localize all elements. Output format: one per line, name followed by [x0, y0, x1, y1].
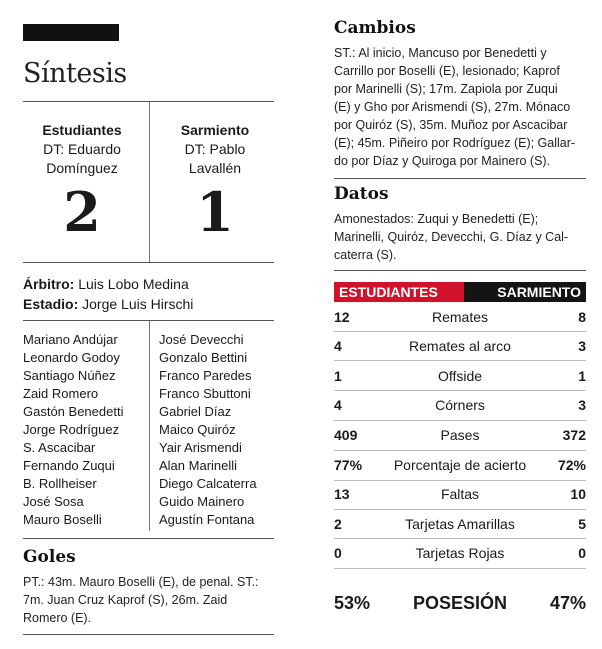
player: Zaid Romero [23, 386, 99, 401]
player: B. Rollheiser [23, 476, 97, 491]
cambios-line: Carrillo por Boselli (E), lesionado; Kaprof [334, 64, 560, 78]
player: Gastón Benedetti [23, 404, 124, 419]
home-team-block [23, 121, 141, 242]
divider [23, 262, 274, 263]
referee-line [23, 274, 193, 294]
goles-title: Goles [23, 547, 76, 567]
goles-line: PT.: 43m. Mauro Boselli (E), de penal. ST.: [23, 575, 259, 589]
player: Franco Sbuttoni [159, 386, 251, 401]
stadium-label: Estadio: [23, 296, 79, 312]
stadium-line [23, 294, 193, 314]
page-title: Síntesis [23, 58, 127, 89]
away-score: 1 [196, 180, 234, 244]
stat-away-value: 5 [578, 516, 586, 532]
stat-row [334, 390, 586, 420]
stat-home-value: 409 [334, 427, 358, 443]
stat-away-value: 3 [578, 338, 586, 354]
stat-label: Faltas [440, 486, 480, 502]
stat-away-value: 1 [578, 368, 586, 384]
player: Mauro Boselli [23, 512, 102, 527]
stat-away-value: 10 [570, 486, 586, 502]
cambios-text [334, 44, 575, 170]
stat-label: Tarjetas Rojas [415, 545, 505, 561]
stat-label: Tarjetas Amarillas [405, 516, 515, 532]
referee-label: Árbitro: [23, 276, 75, 292]
posesion-away: 47% [549, 592, 586, 613]
home-score: 2 [63, 180, 101, 244]
stat-home-value: 77% [334, 457, 363, 473]
stat-label: Córners [435, 397, 485, 413]
away-lineup [159, 331, 257, 529]
player: Gabriel Díaz [159, 404, 232, 419]
datos-text [334, 210, 568, 264]
stat-label: Remates al arco [409, 338, 511, 354]
goles-line: Romero (E). [23, 611, 92, 625]
player: S. Ascacibar [23, 440, 96, 455]
divider [23, 538, 274, 539]
home-coach-prefix: DT: Eduardo [43, 141, 121, 157]
away-coach-prefix: DT: Pablo [184, 141, 246, 157]
divider [334, 270, 586, 271]
home-lineup [23, 331, 123, 529]
stadium-value: Jorge Luis Hirschi [82, 296, 194, 312]
cambios-line: do por Díaz y Quiroga por Mainero (S). [334, 154, 551, 168]
cambios-line: (E) y Gho por Arismendi (S), 27m. Mónaco [334, 100, 571, 114]
officials [23, 274, 193, 314]
stat-row [334, 509, 586, 539]
stats-home-label: ESTUDIANTES [334, 282, 464, 302]
datos-line: Amonestados: Zuqui y Benedetti (E); [334, 212, 539, 226]
player: Leonardo Godoy [23, 350, 120, 365]
stat-away-value: 372 [562, 427, 586, 443]
stat-label: Pases [440, 427, 480, 443]
divider [149, 321, 150, 531]
player: Franco Paredes [159, 368, 252, 383]
player: Gonzalo Bettini [159, 350, 248, 365]
stat-home-value: 2 [334, 516, 342, 532]
stat-home-value: 12 [334, 309, 350, 325]
stat-row [334, 331, 586, 361]
player: Diego Calcaterra [159, 476, 257, 491]
divider [23, 634, 274, 635]
player: Santiago Núñez [23, 368, 116, 383]
stat-home-value: 4 [334, 397, 342, 413]
stat-away-value: 8 [578, 309, 586, 325]
away-team-name: Sarmiento [180, 122, 250, 138]
player: José Devecchi [159, 332, 244, 347]
cambios-title: Cambios [334, 18, 416, 38]
stat-row [334, 450, 586, 480]
player: José Sosa [23, 494, 84, 509]
player: Alan Marinelli [159, 458, 238, 473]
posesion-row [334, 588, 586, 618]
player: Maico Quiróz [159, 422, 236, 437]
stat-away-value: 0 [578, 545, 586, 561]
stat-row [334, 479, 586, 509]
referee-value: Luis Lobo Medina [78, 276, 189, 292]
stat-away-value: 72% [557, 457, 586, 473]
away-coach-last: Lavallén [188, 160, 242, 176]
datos-line: caterra (S). [334, 248, 397, 262]
stat-row [334, 361, 586, 391]
divider [334, 178, 586, 179]
stat-label: Remates [431, 309, 489, 325]
posesion-home: 53% [334, 592, 371, 613]
home-coach-last: Domínguez [46, 160, 118, 176]
stat-home-value: 4 [334, 338, 342, 354]
stats-away-label: SARMIENTO [464, 282, 586, 302]
posesion-label: POSESIÓN [412, 592, 508, 613]
goles-text [23, 573, 259, 627]
stat-row [334, 420, 586, 450]
player: Fernando Zuqui [23, 458, 115, 473]
stat-home-value: 13 [334, 486, 350, 502]
stat-label: Porcentaje de acierto [393, 457, 527, 473]
datos-line: Marinelli, Quiróz, Devecchi, G. Díaz y Cal- [334, 230, 569, 244]
stat-away-value: 3 [578, 397, 586, 413]
stat-row [334, 302, 586, 332]
cambios-line: (E); 45m. Piñeiro por Rodríguez (E); Gallar- [334, 136, 576, 150]
player: Jorge Rodríguez [23, 422, 120, 437]
cambios-line: ST.: Al inicio, Mancuso por Benedetti y [334, 46, 547, 60]
home-team-name: Estudiantes [42, 122, 122, 138]
datos-title: Datos [334, 184, 389, 204]
stat-label: Offside [437, 368, 483, 384]
player: Yair Arismendi [159, 440, 242, 455]
cambios-line: por Marinelli (S); 17m. Zapiola por Zuqui [334, 82, 558, 96]
goles-line: 7m. Juan Cruz Kaprof (S), 26m. Zaid [23, 593, 228, 607]
player: Guido Mainero [159, 494, 245, 509]
stats-header [334, 282, 586, 302]
away-team-block [156, 121, 274, 242]
divider [149, 102, 150, 262]
stat-home-value: 0 [334, 545, 342, 561]
row-separator [334, 568, 586, 569]
section-marker-bar [23, 24, 119, 41]
player: Agustín Fontana [159, 512, 255, 527]
stat-row [334, 538, 586, 568]
player: Mariano Andújar [23, 332, 118, 347]
cambios-line: por Quiróz (S), 35m. Muñoz por Ascacibar [334, 118, 568, 132]
stat-home-value: 1 [334, 368, 342, 384]
